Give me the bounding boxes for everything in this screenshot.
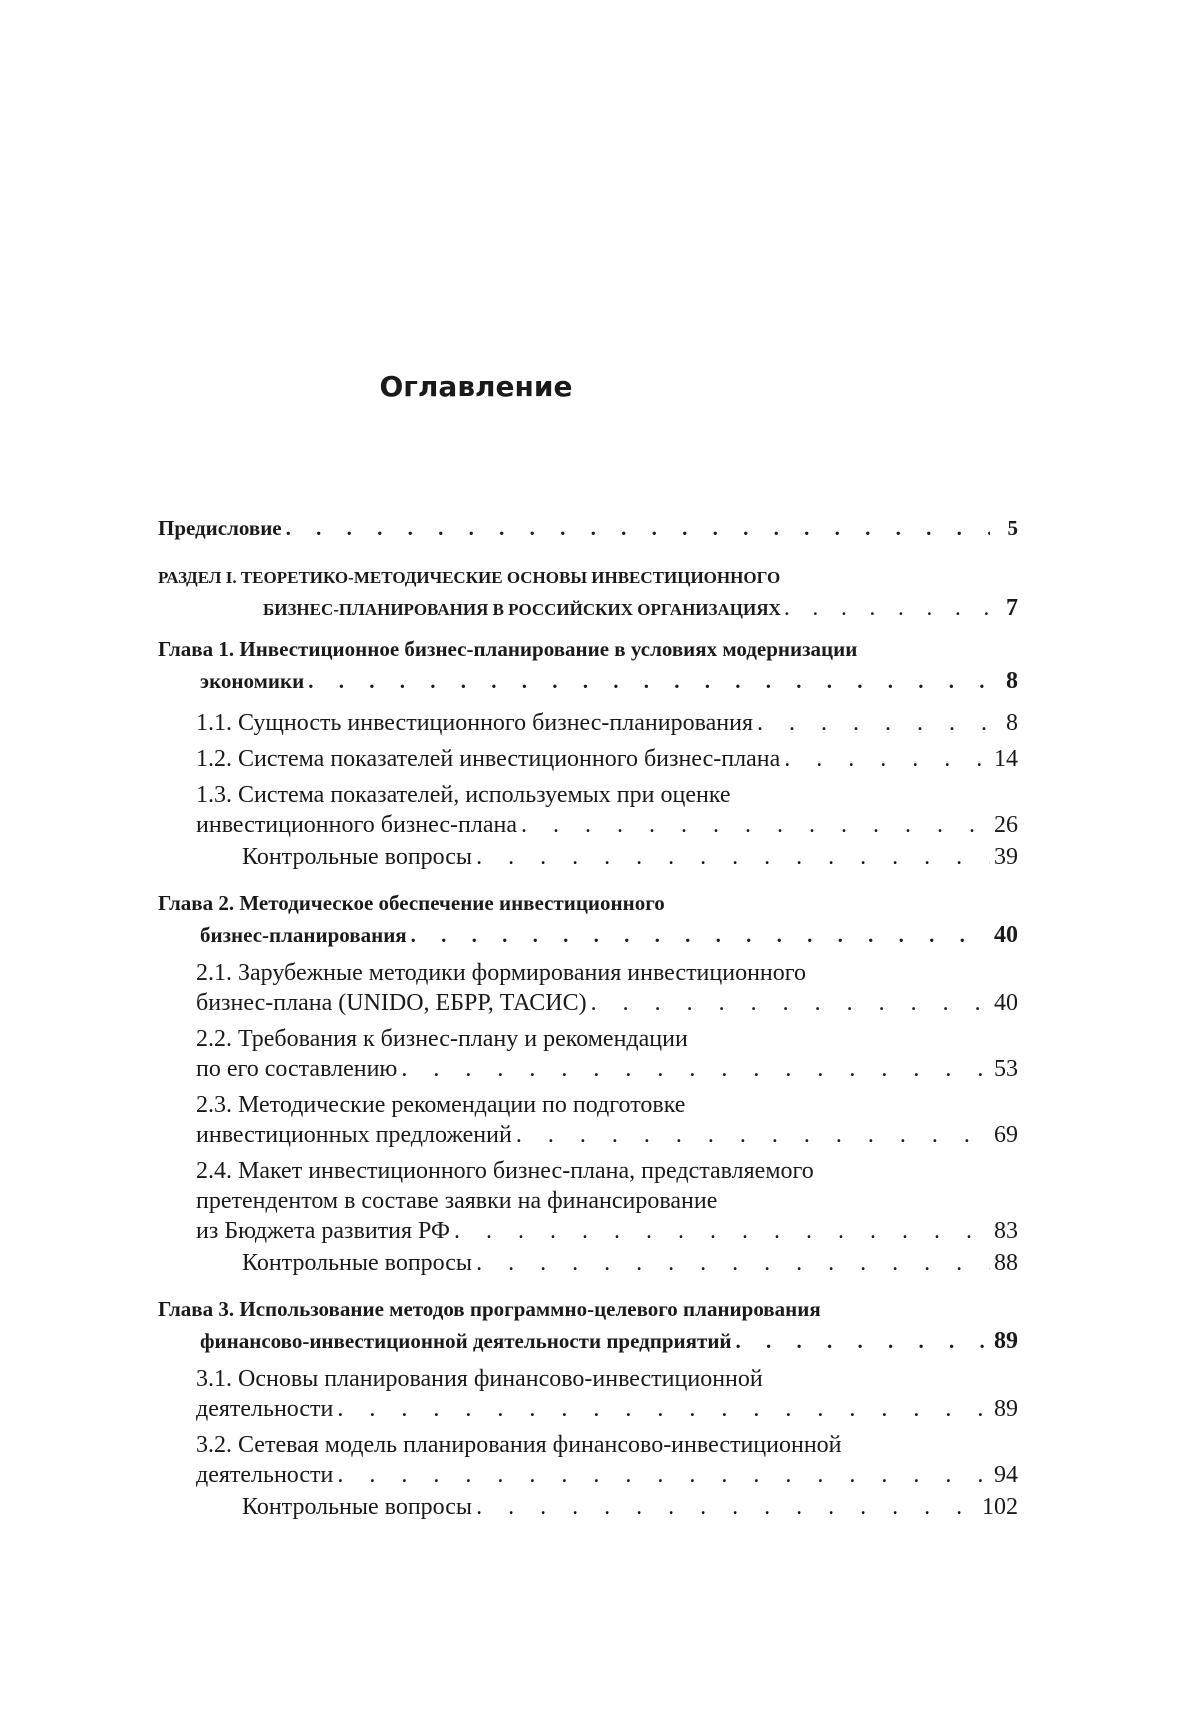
dot-leader xyxy=(337,1459,990,1491)
toc-page-number: 5 xyxy=(1007,516,1018,540)
toc-entry-text: 3.2. Сетевая модель планирования финансово-инвестиционной xyxy=(196,1432,842,1458)
toc-entry-text: финансово-инвестиционной деятельности предприятий xyxy=(200,1329,732,1353)
dot-leader xyxy=(476,1247,990,1279)
toc-entry-text: Контрольные вопросы xyxy=(242,844,473,870)
dot-leader xyxy=(337,1393,990,1425)
toc-page-number: 26 xyxy=(994,812,1018,838)
dot-leader xyxy=(521,809,990,841)
toc-entry-text: Глава 3. Использование методов программно-целевого планирования xyxy=(158,1297,821,1321)
dot-leader xyxy=(476,841,990,873)
toc-entry-text: Глава 2. Методическое обеспечение инвестиционного xyxy=(158,891,665,915)
toc-entry-text: экономики xyxy=(200,669,305,693)
toc-page-number: 40 xyxy=(994,922,1018,948)
toc-entry-text: 1.3. Система показателей, используемых при оценке xyxy=(196,782,731,808)
dot-leader xyxy=(286,512,990,544)
toc-entry-text: из Бюджета развития РФ xyxy=(196,1218,450,1244)
toc-page-number: 88 xyxy=(994,1250,1018,1276)
toc-page-number: 40 xyxy=(994,990,1018,1016)
dot-leader xyxy=(516,1119,990,1151)
toc-page-number: 89 xyxy=(994,1328,1018,1354)
toc-entry-text: Контрольные вопросы xyxy=(242,1494,473,1520)
dot-leader xyxy=(591,987,990,1019)
toc-page-number: 14 xyxy=(994,746,1018,772)
toc-entry-text: 2.3. Методические рекомендации по подготовке xyxy=(196,1092,686,1118)
page-title: Оглавление xyxy=(379,370,573,403)
toc-page-number: 94 xyxy=(994,1462,1018,1488)
dot-leader xyxy=(757,707,990,739)
toc-page-number: 53 xyxy=(994,1056,1018,1082)
toc-entry-text: 1.2. Система показателей инвестиционного бизнес-плана xyxy=(196,746,781,772)
toc-entry-text: 3.1. Основы планирования финансово-инвестиционной xyxy=(196,1366,763,1392)
toc-entry-text: Предисловие xyxy=(158,516,282,540)
toc-entry-text: Контрольные вопросы xyxy=(242,1250,473,1276)
dot-leader xyxy=(308,665,990,697)
toc-entry-text: 1.1. Сущность инвестиционного бизнес-планирования xyxy=(196,710,753,736)
toc-page-number: 89 xyxy=(994,1396,1018,1422)
toc-page-number: 8 xyxy=(1006,710,1018,736)
toc-entry-text: 2.1. Зарубежные методики формирования инвестиционного xyxy=(196,960,807,986)
toc-page-number: 102 xyxy=(982,1494,1018,1520)
toc-entry-text: претендентом в составе заявки на финансирование xyxy=(196,1188,718,1214)
toc-page-number: 8 xyxy=(1006,668,1018,694)
dot-leader xyxy=(454,1215,990,1247)
toc-page-number: 83 xyxy=(994,1218,1018,1244)
dot-leader xyxy=(785,594,990,626)
dot-leader xyxy=(476,1491,978,1523)
toc-page-number: 7 xyxy=(1006,595,1018,621)
dot-leader xyxy=(401,1053,990,1085)
toc-page-number: 39 xyxy=(994,844,1018,870)
toc-entry-text: по его составлению xyxy=(196,1056,398,1082)
toc-entry-text: инвестиционных предложений xyxy=(196,1122,512,1148)
toc-entry-text: деятельности xyxy=(196,1396,334,1422)
toc-entry-text: инвестиционного бизнес-плана xyxy=(196,812,517,838)
dot-leader xyxy=(411,919,990,951)
toc-entry-text: Глава 1. Инвестиционное бизнес-планирование в условиях модернизации xyxy=(158,637,858,661)
toc-entry-text: РАЗДЕЛ I. ТЕОРЕТИКО-МЕТОДИЧЕСКИЕ ОСНОВЫ ИНВЕСТИЦИОННОГО xyxy=(158,568,781,587)
toc-entry-text: 2.4. Макет инвестиционного бизнес-плана, представляемого xyxy=(196,1158,814,1184)
toc-entry-text: БИЗНЕС-ПЛАНИРОВАНИЯ В РОССИЙСКИХ ОРГАНИЗАЦИЯХ xyxy=(263,600,781,619)
toc-page-number: 69 xyxy=(994,1122,1018,1148)
dot-leader xyxy=(784,743,990,775)
toc-entry-text: деятельности xyxy=(196,1462,334,1488)
dot-leader xyxy=(736,1325,990,1357)
toc-entry-text: бизнес-планирования xyxy=(200,923,407,947)
toc-entry-text: бизнес-плана (UNIDO, ЕБРР, ТАСИС) xyxy=(196,990,587,1016)
toc-entry-text: 2.2. Требования к бизнес-плану и рекомендации xyxy=(196,1026,688,1052)
